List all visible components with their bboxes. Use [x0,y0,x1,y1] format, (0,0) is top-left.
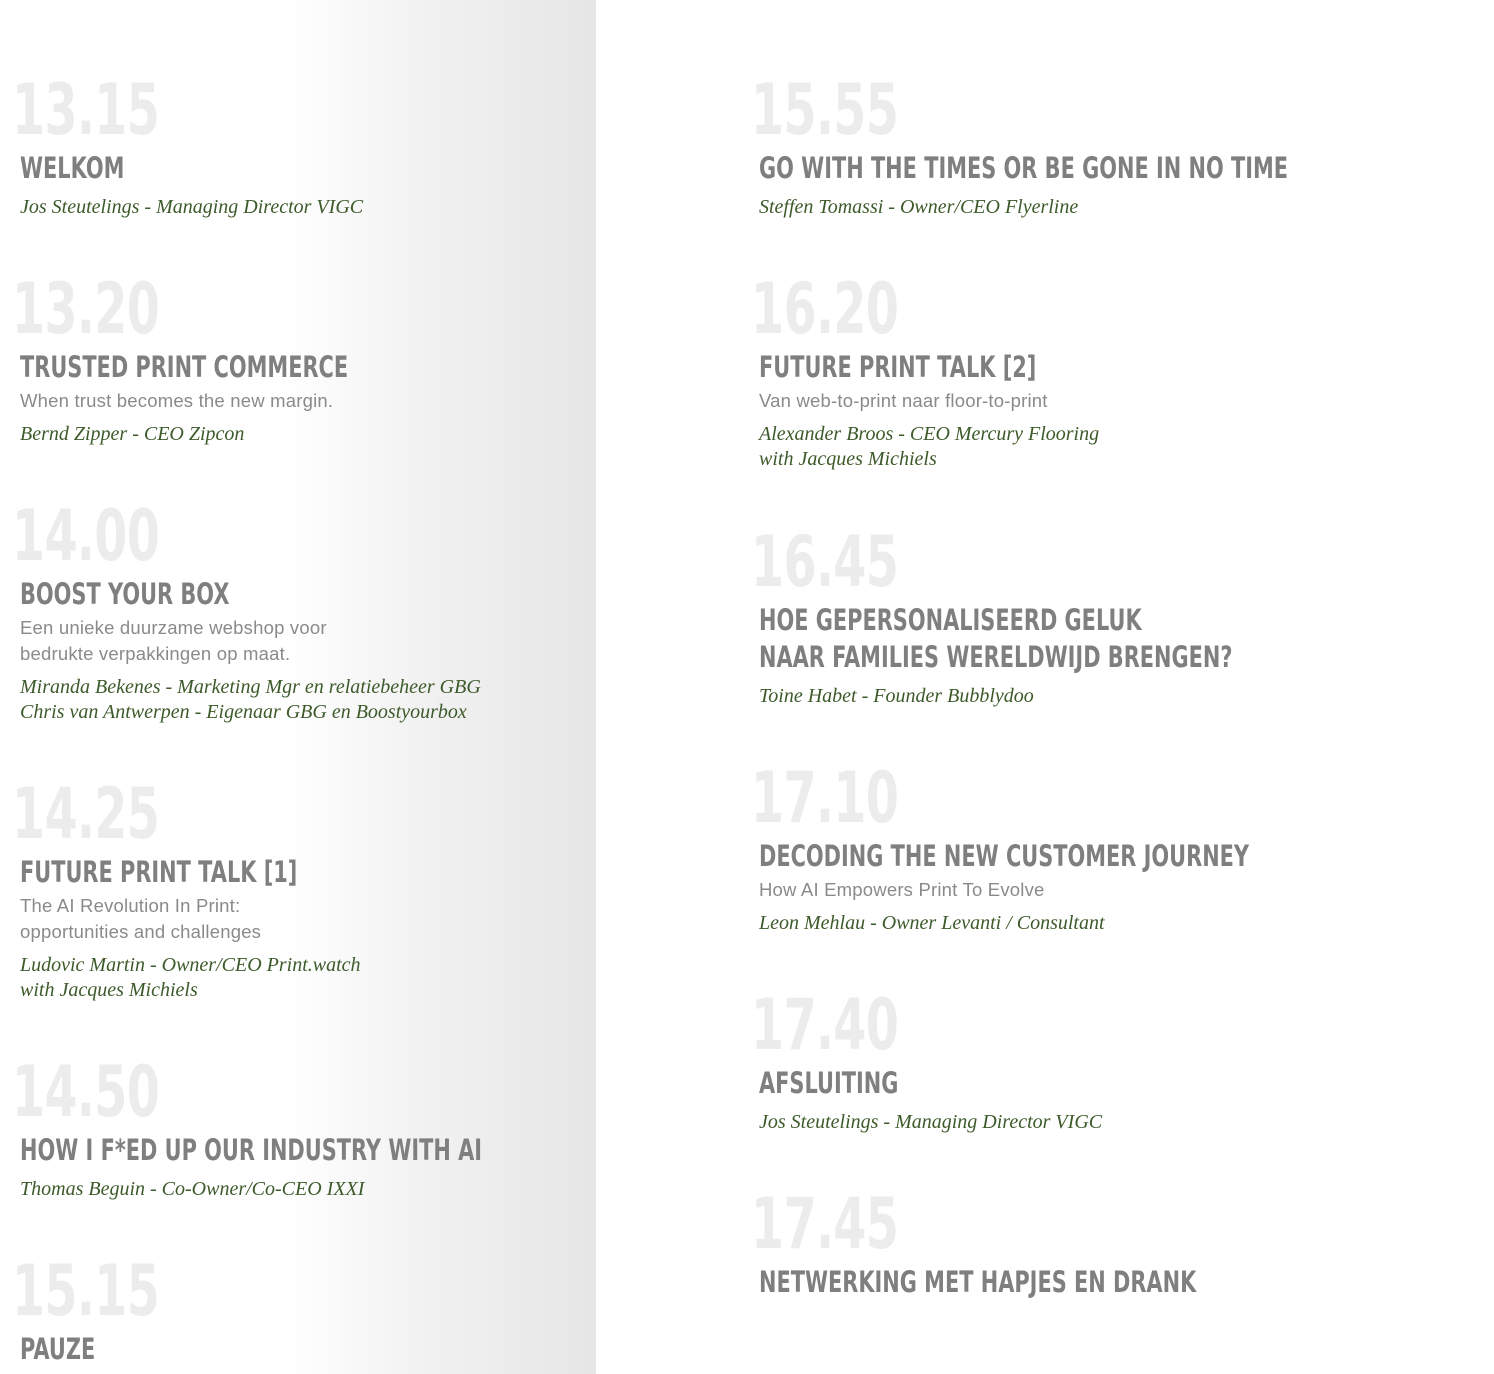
slot-time: 17.10 [751,757,899,839]
slot-speakers [20,675,481,725]
slot-time: 15.15 [12,1250,160,1332]
slot-title [20,1331,170,1368]
speaker-line: Thomas Beguin - Co-Owner/Co-CEO IXXI [20,1178,365,1200]
slot-subtitle [20,893,405,945]
slot-time: 15.55 [751,69,899,151]
slot-subtitle [20,615,481,667]
slot-subtitle [759,388,1144,414]
slot-title [20,150,267,187]
schedule-slot-1710 [751,757,1440,936]
subtitle-line: bedrukte verpakkingen op maat. [20,643,291,664]
speaker-line: Miranda Bekenes - Marketing Mgr en relatiebeheer GBG [20,676,481,698]
slot-title-line: PAUZE [20,1332,96,1366]
subtitle-line: When trust becomes the new margin. [20,390,334,411]
slot-title-line: FUTURE PRINT TALK [2] [759,350,1037,384]
subtitle-line: opportunities and challenges [20,921,262,942]
slot-title-line: HOW I F*ED UP OUR INDUSTRY WITH AI [20,1133,483,1167]
slot-speakers [20,195,363,220]
schedule-slot-1620 [751,268,1144,472]
slot-title [759,150,1288,187]
slot-speakers [759,1110,1102,1135]
slot-title-line: FUTURE PRINT TALK [1] [20,855,298,889]
slot-title [20,349,348,386]
slot-title-line: BOOST YOUR BOX [20,577,230,611]
speaker-line: Toine Habet - Founder Bubblydoo [759,685,1034,707]
slot-title [759,349,1036,386]
schedule-slot-1515 [12,1250,228,1368]
schedule-slot-1315 [12,69,364,220]
slot-speakers [20,1177,662,1202]
slot-title-line: NETWERKING MET HAPJES EN DRANK [759,1265,1197,1299]
slot-subtitle [20,388,476,414]
slot-time: 17.40 [751,984,899,1066]
slot-title [759,602,1233,676]
subtitle-line: How AI Empowers Print To Evolve [759,879,1045,900]
schedule-slot-1450 [12,1051,662,1202]
slot-title [759,838,1249,875]
slot-speakers [759,422,1144,472]
schedule-slot-1400 [12,495,481,725]
speaker-line: Jos Steutelings - Managing Director VIGC [759,1111,1103,1133]
speaker-line: Alexander Broos - CEO Mercury Flooring [759,423,1100,445]
schedule-slot-1645 [751,521,1417,709]
speaker-line: Leon Mehlau - Owner Levanti / Consultant [759,912,1105,934]
speaker-line: with Jacques Michiels [759,448,937,470]
slot-title [759,1264,1196,1301]
slot-title [20,854,297,891]
slot-speakers [759,911,1440,936]
slot-speakers [20,422,476,447]
slot-subtitle [759,877,1440,903]
speaker-line: Chris van Antwerpen - Eigenaar GBG en Boostyourbox [20,701,467,723]
slot-speakers [20,953,405,1003]
slot-title-line: GO WITH THE TIMES OR BE GONE IN NO TIME [759,151,1289,185]
slot-time: 13.20 [12,268,160,350]
slot-title [20,576,352,613]
subtitle-line: Een unieke duurzame webshop voor [20,617,327,638]
slot-title [20,1132,482,1169]
slot-title-line: AFSLUITING [759,1066,899,1100]
speaker-line: Jos Steutelings - Managing Director VIGC [20,196,364,218]
slot-title-line: TRUSTED PRINT COMMERCE [20,350,349,384]
slot-time: 14.00 [12,495,160,577]
schedule-slot-1320 [12,268,476,447]
speaker-line: Ludovic Martin - Owner/CEO Print.watch [20,954,361,976]
speaker-line: with Jacques Michiels [20,979,198,1001]
slot-time: 17.45 [751,1183,899,1265]
slot-speakers [759,684,1417,709]
speaker-line: Steffen Tomassi - Owner/CEO Flyerline [759,196,1079,218]
slot-time: 14.25 [12,773,160,855]
schedule-slot-1745 [751,1183,1366,1301]
slot-time: 13.15 [12,69,160,151]
schedule-slot-1740 [751,984,1103,1135]
schedule-slot-1425 [12,773,405,1003]
subtitle-line: The AI Revolution In Print: [20,895,241,916]
slot-title [759,1065,1006,1102]
slot-title-line: WELKOM [20,151,125,185]
slot-time: 16.45 [751,521,899,603]
slot-time: 16.20 [751,268,899,350]
speaker-line: Bernd Zipper - CEO Zipcon [20,423,245,445]
slot-speakers [759,195,1494,220]
slot-title-line: HOE GEPERSONALISEERD GELUK [759,603,1142,637]
schedule-slot-1555 [751,69,1494,220]
slot-title-line: NAAR FAMILIES WERELDWIJD BRENGEN? [759,640,1233,674]
slot-time: 14.50 [12,1051,160,1133]
slot-title-line: DECODING THE NEW CUSTOMER JOURNEY [759,839,1250,873]
subtitle-line: Van web-to-print naar floor-to-print [759,390,1048,411]
